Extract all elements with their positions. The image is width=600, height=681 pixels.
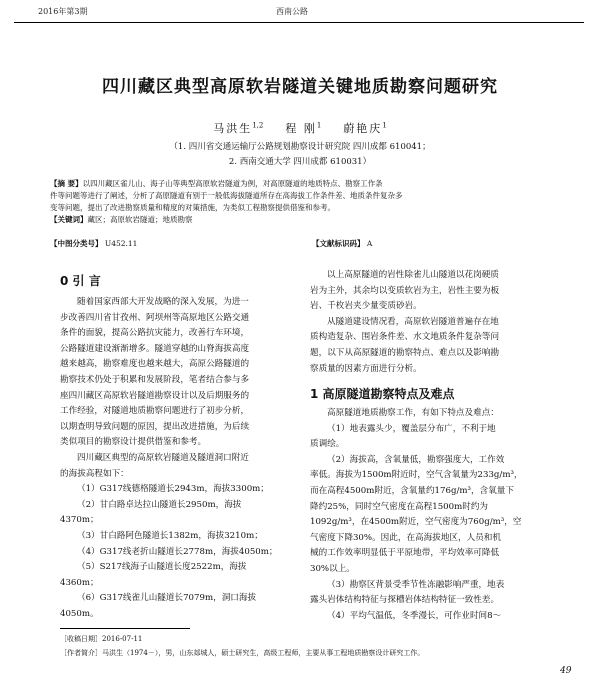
paragraph-line: 题，以下从高原隧道的勘察特点、难点以及影响勘 <box>310 347 500 358</box>
footnote-author-bio: ［作者简介］马洪生（1974－），男，山东郯城人，硕士研究生，高级工程师，主要从事工程地质勘察设计研究工作。 <box>60 649 425 657</box>
paragraph-line: 岩、千枚岩夹少量变质砂岩。 <box>310 301 422 312</box>
section-0 <box>60 272 285 622</box>
clc-code <box>50 238 300 250</box>
list-item-cont: 4360m； <box>60 577 99 588</box>
paragraph-line: 勘察技术仍处于积累和发展阶段，笔者结合参与多 <box>60 374 250 385</box>
paragraph-line: 越来越高，勘察难度也越来越大，高原公路隧道的 <box>60 359 250 370</box>
paper-title: 四川藏区典型高原软岩隧道关键地质勘察问题研究 <box>102 77 498 97</box>
paragraph-line: 类似项目的勘察设计提供借鉴和参考。 <box>60 437 207 448</box>
paragraph-line: 降约25%，同时空气密度在高程1500m时约为 <box>310 501 489 512</box>
paragraph-line: 步改善四川省甘孜州、阿坝州等高原地区公路交通 <box>60 312 250 323</box>
header-rule <box>14 22 584 23</box>
footnote-received: ［收稿日期］2016-07-11 <box>60 635 143 643</box>
author-name: 马洪生 <box>213 122 253 135</box>
paragraph-line: 1092g/m³，在4500m附近，空气密度为760g/m³，空 <box>310 517 522 528</box>
doc-label: 【文献标识码】 <box>312 239 365 248</box>
paragraph-line: 气密度下降30%。因此，在高海拔地区，人员和机 <box>310 532 501 543</box>
paragraph-line: 座四川藏区高原软岩隧道勘察设计以及后期服务的 <box>60 390 250 401</box>
paragraph-line: 质调绘。 <box>310 439 345 450</box>
list-item-cont: 4370m； <box>60 515 99 526</box>
paragraph-line: 工作经验，对隧道地质勘察问题进行了初步分析， <box>60 406 250 417</box>
paragraph-line: （1）地表露头少，覆盖层分布广，不利于地 <box>327 423 496 434</box>
abstract-label: 【摘 要】 <box>50 179 83 188</box>
list-item: （2）甘白路卓达拉山隧道长2950m，海拔 <box>77 499 242 510</box>
affiliation-2: 2. 西南交通大学 四川成都 610031） <box>228 157 372 167</box>
affiliation-1: （1. 四川省交通运输厅公路规划勘察设计研究院 四川成都 610041； <box>169 142 431 152</box>
list-item: （5）S217线海子山隧道长度2522m，海拔 <box>77 562 247 573</box>
page-number: 49 <box>560 666 572 676</box>
paragraph-line: 露头岩体结构特征与探槽岩体结构特征一致性差。 <box>310 595 500 606</box>
paragraph-line: 随着国家西部大开发战略的深入发展，为进一 <box>77 297 249 307</box>
paragraph-line: 械的工作效率明显低于平原地带，平均效率可降低 <box>310 548 500 559</box>
paragraph-line: 的海拔高程如下： <box>60 468 129 479</box>
paragraph-line: 四川藏区典型的高原软岩隧道及隧道洞口附近 <box>77 452 249 463</box>
list-item-cont: 4050m。 <box>60 608 99 619</box>
paragraph-line: 质构造复杂、围岩条件差、水文地质条件复杂等问 <box>310 332 500 343</box>
paragraph-line: （4）平均气温低，冬季漫长，可作业时间8～ <box>327 610 502 621</box>
abstract-line: 变等问题，提出了改进勘察质量和精度的对策措施，为类似工程勘察提供借鉴和参考。 <box>50 203 335 212</box>
abstract <box>50 178 555 226</box>
paragraph-line: （2）海拔高，含氧量低，勘察强度大，工作效 <box>327 454 505 465</box>
author-sup: 1,2 <box>252 121 264 130</box>
paragraph-line: 率低。海拔为1500m附近时，空气含氧量为233g/m³， <box>310 470 523 481</box>
paragraph-line: 条件的面貌，提高公路抗灾能力，改善行车环境， <box>60 328 250 339</box>
paragraph-line: 以上高原隧道的岩性除雀儿山隧道以花岗硬质 <box>327 270 499 280</box>
paragraph-line: （3）勘察区背景受季节性冻融影响严重，地表 <box>327 579 505 590</box>
paragraph-line: 高原隧道地质勘察工作，有如下特点及难点： <box>327 408 499 418</box>
paragraph-line: 以期查明导致问题的原因，提出改进措施，为后续 <box>60 421 250 432</box>
author-list <box>0 120 600 136</box>
list-item: （3）甘白路阿色隧道长1382m，海拔3210m； <box>77 530 263 541</box>
author-sup: 1 <box>316 121 322 130</box>
abstract-line: 以四川藏区雀儿山、海子山等典型高原软岩隧道为例，对高原隧道的地质特点、勘察工作条 <box>82 179 383 188</box>
right-column-intro <box>310 268 540 377</box>
running-header-issue: 2016年第3期 <box>38 7 88 16</box>
list-item: （1）G317线德格隧道长2943m，海拔3300m； <box>77 484 269 495</box>
section-1 <box>310 385 540 624</box>
section-heading: 1 高原隧道勘察特点及难点 <box>310 387 455 401</box>
doc-value: A <box>366 239 373 248</box>
doc-code <box>312 238 512 250</box>
paragraph-line: 从隧道建设情况看，高原软岩隧道普遍存在地 <box>327 316 499 327</box>
paragraph-line: 察质量的因素方面进行分析。 <box>310 363 422 374</box>
section-heading: 0 引 言 <box>60 274 101 288</box>
clc-label: 【中图分类号】 <box>50 239 103 248</box>
keywords-label: 【关键词】 <box>50 215 88 224</box>
paragraph-line: 岩为主外，其余均以变质软岩为主，岩性主要为板 <box>310 285 500 296</box>
list-item: （6）G317线雀儿山隧道长7079m，洞口海拔 <box>77 593 257 604</box>
author-name: 程 刚 <box>285 122 317 135</box>
author-name: 蔚艳庆 <box>343 122 383 135</box>
list-item: （4）G317线老折山隧道长2778m，海拔4050m； <box>77 546 278 557</box>
paragraph-line: 而在高程4500m附近，含氧量约176g/m³，含氧量下 <box>310 485 514 496</box>
footnote-rule <box>60 628 190 629</box>
paragraph-line: 30%以上。 <box>310 563 355 574</box>
running-header-journal: 西南公路 <box>276 7 308 16</box>
abstract-line: 件等问题等进行了阐述，分析了高原隧道有别于一般低海拔隧道所存在高海拔工作条件差、地质条件复杂多 <box>50 191 403 200</box>
author-sup: 1 <box>382 121 387 130</box>
paragraph-line: 公路隧道建设渐渐增多。隧道穿越的山脊海拔高度 <box>60 343 250 354</box>
clc-value: U452.11 <box>104 239 138 248</box>
keywords: 藏区；高原软岩隧道；地质勘察 <box>87 215 193 224</box>
